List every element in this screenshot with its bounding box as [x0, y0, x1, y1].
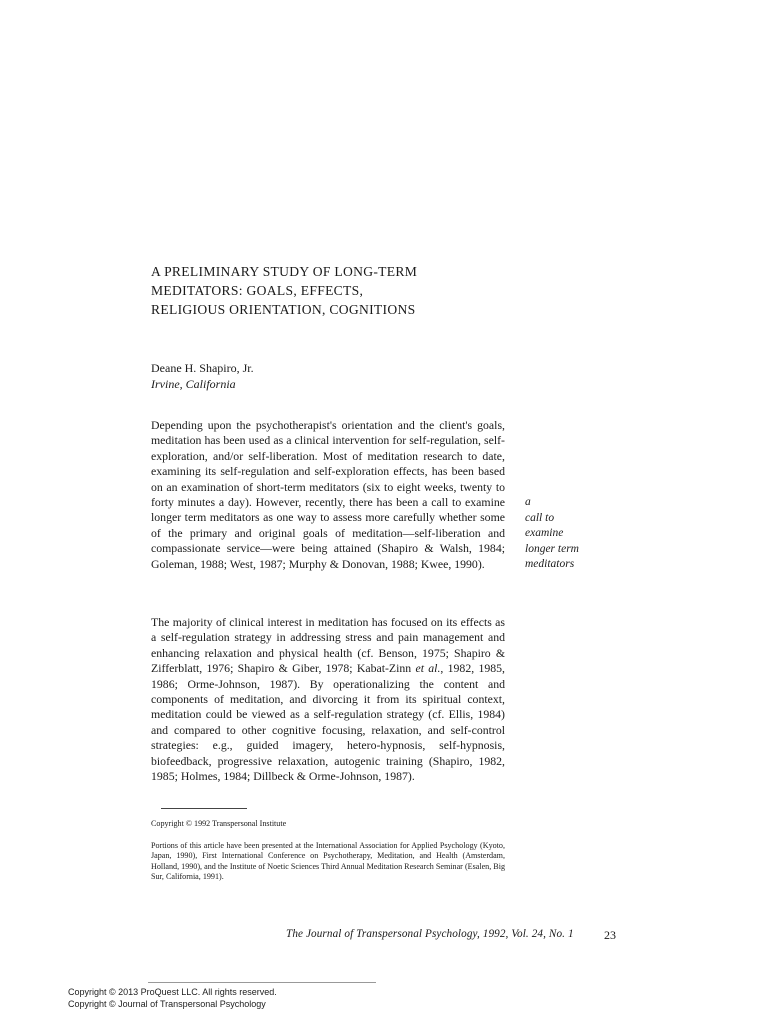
copyright-line: Copyright © Journal of Transpersonal Psychology	[68, 999, 266, 1009]
paragraph-text: The majority of clinical interest in meditation has focused on its effects as a self-regulation strategy in addressing stress and pain management and enhancing relaxation and physical health (cf. Benson, 1975; Shapiro & Zifferblatt, 1976; Shapiro & Giber, 1978; Kabat-Zinn	[151, 615, 505, 676]
copyright-line: Copyright © 2013 ProQuest LLC. All rights reserved.	[68, 987, 277, 997]
author-block	[151, 360, 254, 392]
footnote-portions: Portions of this article have been presented at the International Association for Applied Psychology (Kyoto, Japan, 1990), First International Conference on Psychotherapy, Meditation, and Health (Amsterdam, Holland, 1990), and the Institute of Noetic Sciences Third Annual Meditation Research Seminar (Esalen, Big Sur, California, 1991).	[151, 841, 505, 882]
margin-note	[525, 495, 579, 573]
title-line: RELIGIOUS ORIENTATION, COGNITIONS	[151, 302, 416, 317]
margin-note-line: a	[525, 496, 531, 508]
margin-note-line: longer term	[525, 542, 579, 555]
site-copyright	[68, 986, 277, 1010]
title-line: A PRELIMINARY STUDY OF LONG-TERM	[151, 264, 418, 279]
margin-note-line: meditators	[525, 558, 575, 571]
page-number: 23	[604, 928, 616, 942]
margin-note-line: examine	[525, 527, 564, 540]
article-title	[151, 262, 511, 319]
margin-note-line: call to	[525, 511, 555, 524]
paragraph-text: , 1982, 1985, 1986; Orme-Johnson, 1987). By operationalizing the content and components of meditation, and divorcing it from its spiritual context, meditation could be viewed as a self-regulation strategy (cf. Ellis, 1984) and compared to other cognitive focusing, relaxation, and self-control strategies: e.g., guided imagery, hetero-hypnosis, self-hypnosis, biofeedback, progressive relaxation, autogenic training (Shapiro, 1982, 1985; Holmes, 1984; Dillbeck & Orme-Johnson, 1987).	[151, 661, 505, 784]
body-paragraph-1: Depending upon the psychotherapist's orientation and the client's goals, meditation has been used as a clinical intervention for self-regulation, self-exploration, and/or self-liberation. Most of meditation research to date, examining its self-regulation and self-exploration effects, has been based on an examination of short-term meditators (six to eight weeks, twenty to forty minutes a day). However, recently, there has been a call to examine longer term meditators as one way to assess more carefully whether some of the primary and original goals of meditation—self-liberation and compassionate service—were being attained (Shapiro & Walsh, 1984; Goleman, 1988; West, 1987; Murphy & Donovan, 1988; Kwee, 1990).	[151, 418, 505, 571]
author-affiliation: Irvine, California	[151, 377, 236, 391]
divider	[148, 982, 376, 983]
body-paragraph-2	[151, 615, 505, 784]
footnote-rule	[161, 808, 247, 809]
title-line: MEDITATORS: GOALS, EFFECTS,	[151, 283, 364, 298]
paragraph-emphasis: et al.	[415, 661, 441, 676]
author-name: Deane H. Shapiro, Jr.	[151, 361, 254, 375]
footnote-copyright: Copyright © 1992 Transpersonal Institute	[151, 819, 287, 828]
journal-running-foot: The Journal of Transpersonal Psychology, 1992, Vol. 24, No. 1	[286, 928, 574, 940]
